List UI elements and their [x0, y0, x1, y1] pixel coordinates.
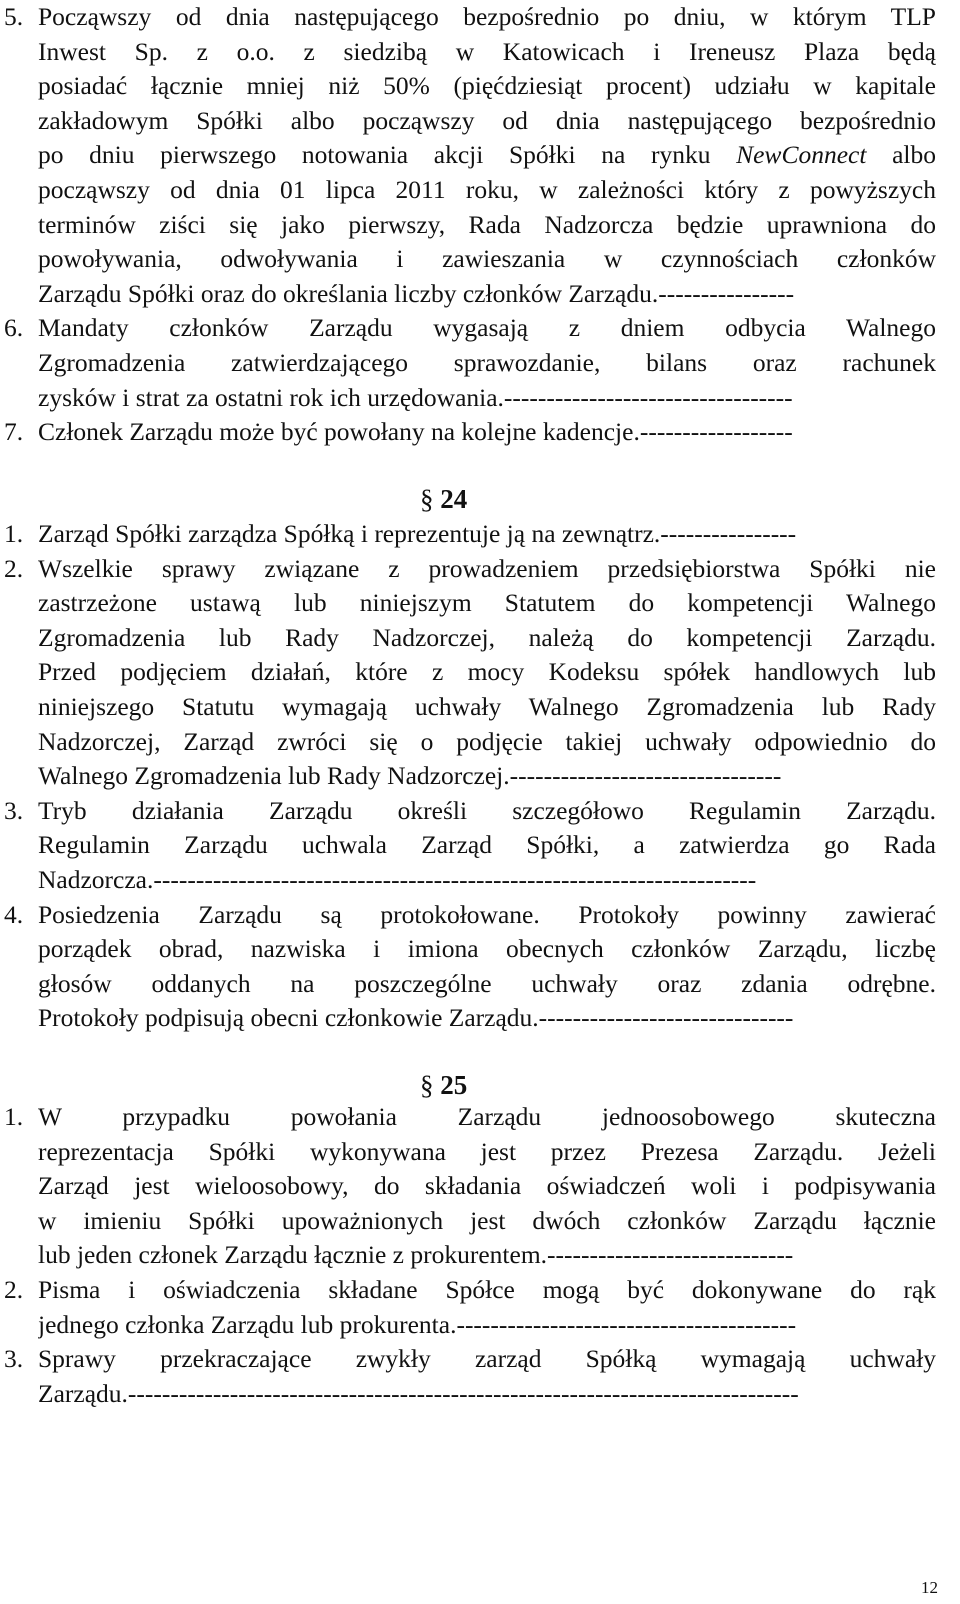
list-item: [0, 898, 952, 1036]
text-line: Tryb działania Zarządu określi szczegółowo Regulamin Zarządu.: [38, 795, 936, 825]
item-number: 3.: [4, 1344, 24, 1374]
text-line: Przed podjęciem działań, które z mocy Kodeksu spółek handlowych lub: [38, 657, 936, 687]
section-heading-25: [0, 1068, 960, 1102]
text-line: Inwest Sp. z o.o. z siedzibą w Katowicach i Ireneusz Plaza będą: [38, 36, 936, 66]
paragraph-block-24: [0, 517, 952, 1036]
text-line: Pisma i oświadczenia składane Spółce mogą być dokonywane do rąk: [38, 1274, 936, 1304]
list-item: [0, 0, 952, 311]
item-text: [38, 1100, 936, 1273]
text-line: posiadać łącznie mniej niż 50% (pięćdziesiąt procent) udziału w kapitale: [38, 71, 936, 101]
item-text: [38, 1273, 936, 1342]
section-symbol: §: [420, 1070, 434, 1100]
list-item: [0, 1273, 952, 1342]
text-line: Regulamin Zarządu uchwala Zarząd Spółki, a zatwierdza go Rada: [38, 830, 936, 860]
text-line: zysków i strat za ostatni rok ich urzędowania.----------------------------------: [38, 382, 793, 412]
page-number: 12: [921, 1578, 938, 1597]
item-number: 3.: [4, 795, 24, 825]
text-line: terminów ziści się jako pierwszy, Rada Nadzorcza będzie uprawniona do: [38, 209, 936, 239]
text-line: Zarząd jest wieloosobowy, do składania oświadczeń woli i podpisywania: [38, 1171, 936, 1201]
text-line: Nadzorczej, Zarząd zwróci się o podjęcie takiej uchwały odpowiednio do: [38, 726, 936, 756]
paragraph-block-25: [0, 1100, 952, 1411]
item-number: 2.: [4, 553, 24, 583]
text-line: w imieniu Spółki upoważnionych jest dwóch członków Zarządu łącznie: [38, 1205, 936, 1235]
text-line: W przypadku powołania Zarządu jednoosobowego skuteczna: [38, 1102, 936, 1131]
section-symbol: §: [420, 484, 434, 514]
item-text: [38, 517, 936, 552]
text-line: Mandaty członków Zarządu wygasają z dniem odbycia Walnego: [38, 313, 936, 343]
text-line: Sprawy przekraczające zwykły zarząd Spółką wymagają uchwały: [38, 1344, 936, 1374]
text-line: Członek Zarządu może być powołany na kolejne kadencje.------------------: [38, 417, 793, 447]
list-item: [0, 552, 952, 794]
item-text: [38, 0, 936, 311]
text-line: zakładowym Spółki albo począwszy od dnia następującego bezpośrednio: [38, 105, 936, 135]
list-item: [0, 794, 952, 898]
text-line: Zarząd Spółki zarządza Spółką i reprezentuje ją na zewnątrz.----------------: [38, 519, 797, 548]
text-line: Wszelkie sprawy związane z prowadzeniem przedsiębiorstwa Spółki nie: [38, 553, 936, 583]
item-text: [38, 898, 936, 1036]
section-heading-24: [0, 482, 960, 516]
item-number: 7.: [4, 417, 24, 447]
list-item: [0, 415, 952, 450]
text-line: Zgromadzenia lub Rady Nadzorczej, należą do kompetencji Zarządu.: [38, 622, 936, 652]
text-line: Posiedzenia Zarządu są protokołowane. Protokoły powinny zawierać: [38, 899, 936, 929]
item-number: 5.: [4, 2, 24, 31]
paragraph-block-23-continued: [0, 0, 952, 450]
list-item: [0, 1100, 952, 1273]
text-line: Walnego Zgromadzenia lub Rady Nadzorczej.--------------------------------: [38, 761, 782, 791]
text-line: Nadzorcza.-----------------------------------------------------------------------: [38, 864, 757, 894]
item-text: [38, 552, 936, 794]
item-number: 2.: [4, 1274, 24, 1304]
text-line: Zarządu Spółki oraz do określania liczby członków Zarządu.----------------: [38, 278, 795, 308]
text-line: jednego członka Zarządu lub prokurenta.----------------------------------------: [38, 1309, 797, 1339]
item-number: 1.: [4, 519, 24, 548]
item-number: 6.: [4, 313, 24, 343]
text-line: niniejszego Statutu wymagają uchwały Walnego Zgromadzenia lub Rady: [38, 691, 936, 721]
text-line: powoływania, odwoływania i zawieszania w czynnościach członków: [38, 244, 936, 274]
item-text: [38, 311, 936, 415]
text-line: po dniu pierwszego notowania akcji Spółki na rynku NewConnect albo: [38, 140, 936, 170]
text-line: porządek obrad, nazwiska i imiona obecnych członków Zarządu, liczbę: [38, 934, 936, 964]
section-number: 25: [440, 1070, 468, 1100]
item-text: [38, 794, 936, 898]
text-line: Zarządu.-------------------------------------------------------------------------------: [38, 1378, 799, 1408]
list-item: [0, 517, 952, 552]
text-line: głosów oddanych na poszczególne uchwały oraz zdania odrębne.: [38, 968, 936, 998]
text-line: Zgromadzenia zatwierdzającego sprawozdanie, bilans oraz rachunek: [38, 347, 936, 377]
item-number: 1.: [4, 1102, 24, 1131]
text-line: Począwszy od dnia następującego bezpośrednio po dniu, w którym TLP: [38, 2, 936, 31]
list-item: [0, 1342, 952, 1411]
list-item: [0, 311, 952, 415]
item-number: 4.: [4, 899, 24, 929]
section-number: 24: [440, 484, 468, 514]
text-line: zastrzeżone ustawą lub niniejszym Statutem do kompetencji Walnego: [38, 588, 936, 618]
text-line: począwszy od dnia 01 lipca 2011 roku, w zależności który z powyższych: [38, 174, 936, 204]
text-line: Protokoły podpisują obecni członkowie Zarządu.------------------------------: [38, 1003, 794, 1033]
text-line: lub jeden członek Zarządu łącznie z prokurentem.-----------------------------: [38, 1240, 794, 1270]
item-text: [38, 1342, 936, 1411]
item-text: [38, 415, 936, 450]
text-line: reprezentacja Spółki wykonywana jest przez Prezesa Zarządu. Jeżeli: [38, 1136, 936, 1166]
